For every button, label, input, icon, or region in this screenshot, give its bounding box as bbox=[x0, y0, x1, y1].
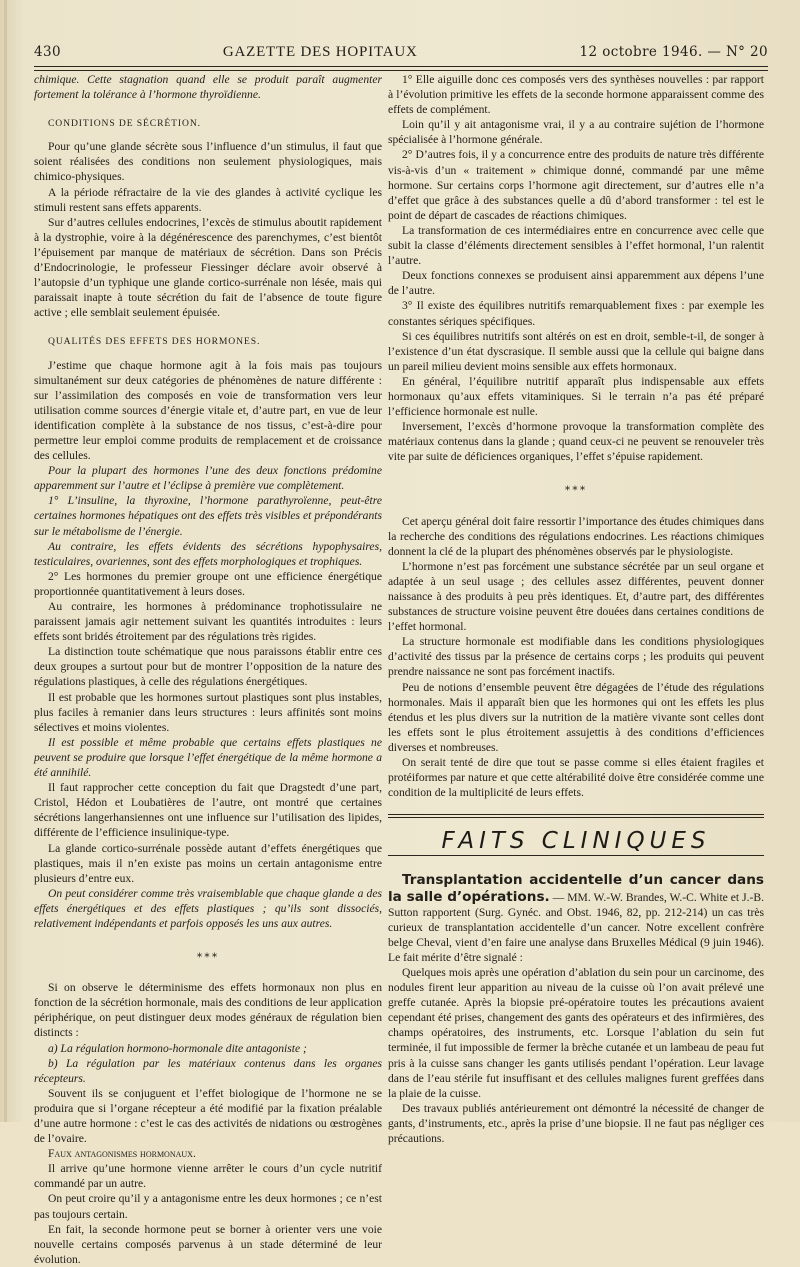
paragraph: La transformation de ces intermédiaires entre en concurrence avec celle que subit la classe d’éléments directement sensibles à l’effet hormonal, l’un ralentit l’autre. bbox=[388, 223, 764, 268]
paragraph: J’estime que chaque hormone agit à la fois mais pas toujours simultanément sur deux catégories de phénomènes de nature différente : sur l’assimilation des composés en voie de transformation vers leur utilisation comme sources d’énergie vitale et, d’autre part, en vue de leur identification complète à la substance de nos tissus, c’est-à-dire pour permettre leur emploi comme produits de remplacement et de croissance des cellules. bbox=[34, 358, 382, 463]
paragraph: Peu de notions d’ensemble peuvent être dégagées de l’étude des régulations hormonales. Mais il apparaît bien que les hormones qui ont les effets les plus étendus et les plus divers sur la nutrition de la matière vivante sont celles dont les effets sont le plus étroitement assujettis à des conditions d’efficiences diverses et nombreuses. bbox=[388, 680, 764, 754]
section-stars: ⁎⁎⁎ bbox=[196, 948, 220, 961]
section-title: FAITS CLINIQUES bbox=[441, 828, 711, 855]
header-rule bbox=[34, 66, 768, 71]
section-rule bbox=[388, 855, 764, 856]
paragraph: Pour la plupart des hormones l’une des deux fonctions prédomine apparemment sur l’autre et l’éclipse à première vue complètement. bbox=[34, 464, 382, 493]
section-stars: ⁎⁎⁎ bbox=[564, 481, 588, 494]
paragraph: Il arrive qu’une hormone vienne arrêter le cours d’un cycle nutritif commandé par un autre. bbox=[34, 1162, 382, 1191]
paragraph: b) La régulation par les matériaux contenus dans les organes récepteurs. bbox=[34, 1056, 382, 1085]
issue-date: 12 octobre 1946. — N° 20 bbox=[579, 44, 768, 60]
paragraph: La glande cortico-surrénale possède autant d’effets énergétiques que plastiques, mais il n’en existe pas moins un certain antagonisme entre plusieurs d’entre eux. bbox=[34, 841, 382, 885]
paragraph: Cet aperçu général doit faire ressortir l’importance des études chimiques dans la recherche des conditions des régulations endocrines. Les réactions chimiques donnent la clé de la plupart des phénomènes observés par le physiologiste. bbox=[388, 514, 764, 558]
section-heading: QUALITÉS DES EFFETS DES HORMONES. bbox=[48, 336, 261, 348]
paragraph: Au contraire, les hormones à prédominance trophotissulaire ne paraissent jamais agir nettement suivant les quantités introduites : leurs effets sont bridés étroitement par des régulations très rigides. bbox=[34, 600, 382, 644]
section-rule bbox=[388, 814, 764, 818]
left-column bbox=[34, 72, 382, 1267]
paragraph: La distinction toute schématique que nous paraissons établir entre ces deux groupes a surtout pour but de montrer l’opposition de la nature des régulations plastiques, à celle des régulations énergétiques. bbox=[34, 645, 382, 689]
paragraph: 3° Il existe des équilibres nutritifs remarquablement fixes : par exemple les constantes sériques spécifiques. bbox=[388, 299, 764, 328]
paragraph: Deux fonctions connexes se produisent ainsi apparemment aux dépens l’une de l’autre. bbox=[388, 269, 764, 298]
paragraph: Inversement, l’excès d’hormone provoque la transformation complète des matériaux contenus dans la glande ; quand ceux-ci ne peuvent se renouveler très vite par suite de déficiences organiques, l’effet s’épuise rapidement. bbox=[388, 420, 764, 464]
binding-edge bbox=[4, 0, 7, 1122]
paragraph: Si ces équilibres nutritifs sont altérés on est en droit, semble-t-il, de songer à l’existence d’un état dyscrasique. Il semble aussi que la cellule qui baigne dans un pareil milieu devient moins sensible aux effets hormonaux. bbox=[388, 329, 764, 373]
article-title: Transplantation accidentelle d’un cancer dans la salle d’opérations. bbox=[388, 872, 764, 905]
paragraph: Pour qu’une glande sécrète sous l’influence d’un stimulus, il faut que soient réalisées des conditions non seulement physiologiques, mais chimico-physiques. bbox=[34, 140, 382, 184]
paragraph: Des travaux publiés antérieurement ont démontré la nécessité de changer de gants, d’instruments, etc., après la prise d’une biopsie. Il ne faut pas négliger ces précautions. bbox=[388, 1101, 764, 1145]
paragraph: En général, l’équilibre nutritif apparaît plus indispensable aux effets hormonaux qu’aux effets vitaminiques. Si le terrain n’a pas été préparé l’efficience hormonale est nulle. bbox=[388, 374, 764, 419]
paragraph: 1° Elle aiguille donc ces composés vers des synthèses nouvelles : par rapport à l’évolution primitive les effets de la seconde hormone apparaissent comme des effets de complément. bbox=[388, 73, 764, 117]
paragraph: Au contraire, les effets évidents des sécrétions hypophysaires, testiculaires, ovariennes, sont des effets morphologiques et trophiques. bbox=[34, 539, 382, 568]
article-byline: — MM. W.-W. Brandes, W.-C. White et J.-B. Sutton rapportent (Surg. Gynéc. and Obst. 1946, 82, pp. 212-214) un cas très curieux de transplantation accidentelle d’un cancer. Notre excellent confrère belge Cheval, vient d’en faire une analyse dans Bruxelles Médical (9 juin 1946). Le fait mérite d’être signalé : bbox=[388, 890, 765, 964]
paragraph: a) La régulation hormono-hormonale dite antagoniste ; bbox=[48, 1041, 307, 1055]
section-heading: CONDITIONS DE SÉCRÉTION. bbox=[48, 118, 201, 130]
paragraph: 2° D’autres fois, il y a concurrence entre des produits de nature très différente vis-à-vis d’un « traitement » chimique donné, commandé par une même hormone. Sur certains corps l’hormone agit directement, sur d’autres elle n’a d’effet que grâce à des substances quelle a dû d’abord transformer : tel est le point de départ de cascades de réactions chimiques. bbox=[388, 148, 764, 222]
paragraph: chimique. Cette stagnation quand elle se produit paraît augmenter fortement la tolérance à l’hormone thyroïdienne. bbox=[34, 73, 382, 102]
paragraph: Si on observe le déterminisme des effets hormonaux non plus en fonction de la sécrétion hormonale, mais des conditions de leur application périphérique, on peut distinguer deux modes généraux de régulation bien distincts : bbox=[34, 981, 382, 1040]
right-column bbox=[388, 72, 764, 1146]
paragraph: Faux antagonismes hormonaux. bbox=[48, 1147, 196, 1161]
paragraph: 2° Les hormones du premier groupe ont une efficience énergétique proportionnée quantitativement à leurs doses. bbox=[34, 569, 382, 598]
paragraph: Sur d’autres cellules endocrines, l’excès de stimulus aboutit rapidement à la dystrophie, voire à la dégénérescence des parenchymes, c’est bientôt l’épuisement par manque de matériaux de sécrétion. Dans son Précis d’Endocrinologie, le professeur Fiessinger déclare avoir observé à l’autopsie d’un typhique une glande cortico-surrénale non lésée, mais qui paraissait inapte à toute sécrétion du fait de l’absence de toute figure active ; elle semblait seulement épuisée. bbox=[34, 215, 382, 320]
paragraph: Loin qu’il y ait antagonisme vrai, il y a au contraire sujétion de l’hormone spécialisée à l’hormone générale. bbox=[388, 118, 764, 147]
paragraph: Il est probable que les hormones surtout plastiques sont plus instables, plus faciles à remanier dans leurs structures : leurs affinités sont moins sélectives et moins violentes. bbox=[34, 690, 382, 734]
paragraph: On peut considérer comme très vraisemblable que chaque glande a des effets énergétiques et des effets plastiques ; qu’ils sont dissociés, relativement indépendants et parfois opposés les uns aux autres. bbox=[34, 886, 382, 930]
paragraph: Souvent ils se conjuguent et l’effet biologique de l’hormone ne se produira que si l’organe récepteur a été modifié par la fixation préalable d’une autre hormone : c’est le cas des activités de nidations ou œstrogènes de l’ovaire. bbox=[34, 1086, 382, 1146]
paragraph: A la période réfractaire de la vie des glandes à activité cyclique les stimuli restent sans effets apparents. bbox=[34, 185, 382, 214]
paragraph: Il est possible et même probable que certains effets plastiques ne peuvent se produire que lorsque l’effet énergétique de la même hormone a été annihilé. bbox=[34, 735, 382, 780]
paragraph: 1° L’insuline, la thyroxine, l’hormone parathyroïenne, peut-être certaines hormones hépatiques ont des effets très visibles et prépondérants sur le métabolisme de l’énergie. bbox=[34, 494, 382, 538]
article-lead bbox=[388, 872, 764, 965]
paragraph: On peut croire qu’il y a antagonisme entre les deux hormones ; ce n’est pas toujours certain. bbox=[34, 1192, 382, 1221]
journal-title: GAZETTE DES HOPITAUX bbox=[222, 44, 418, 60]
paragraph: La structure hormonale est modifiable dans les conditions physiologiques d’activité des tissus par la présence de certains corps ; les produits qui peuvent prendre naissance ne sont pas forcément inactifs. bbox=[388, 635, 764, 679]
paragraph: Quelques mois après une opération d’ablation du sein pour un carcinome, des nodules firent leur apparition au niveau de la cuisse où l’on avait prélevé une greffe cutanée. Après la biopsie pré-opératoire toutes les précautions avaient cependant été prises, changement des gants des opérateurs et des infirmières, des champs opératoires, des instruments, etc. Lorsque l’ablation du sein fut terminée, il fut impossible de fermer la brèche cutanée et un lambeau de peau fut pris à la cuisse sans changer les gants utilisés pendant l’opération. Leur lavage dans de l’eau stérile fut insuffisant et des cellules malignes furent greffées dans la plaie de la cuisse. bbox=[388, 965, 764, 1100]
paragraph: L’hormone n’est pas forcément une substance sécrétée par un seul organe et adaptée à un seul usage ; des cellules assez différentes, peuvent donner naissance à des produits à peu près identiques. Et, d’autre part, des différentes substances de structure voisine peuvent être douées dans certaines conditions de l’effet hormonal. bbox=[388, 559, 764, 634]
page-number: 430 bbox=[34, 44, 61, 60]
paragraph: Il faut rapprocher cette conception du fait que Dragstedt d’une part, Cristol, Hédon et Loubatières de l’autre, ont montré que certaines sécrétions langerhansiennes ont une influence sur l’utilisation des lipides, différente de l’efficience insulinique-type. bbox=[34, 781, 382, 840]
paragraph: On serait tenté de dire que tout se passe comme si elles étaient fragiles et protéiformes par nature et que cette altérabilité doive être considérée comme une condition de la multiplicité de leurs effets. bbox=[388, 756, 764, 800]
paragraph: En fait, la seconde hormone peut se borner à orienter vers une voie nouvelle certains composés parvenus à un stade déterminé de leur évolution. bbox=[34, 1222, 382, 1266]
page-header bbox=[34, 44, 768, 64]
